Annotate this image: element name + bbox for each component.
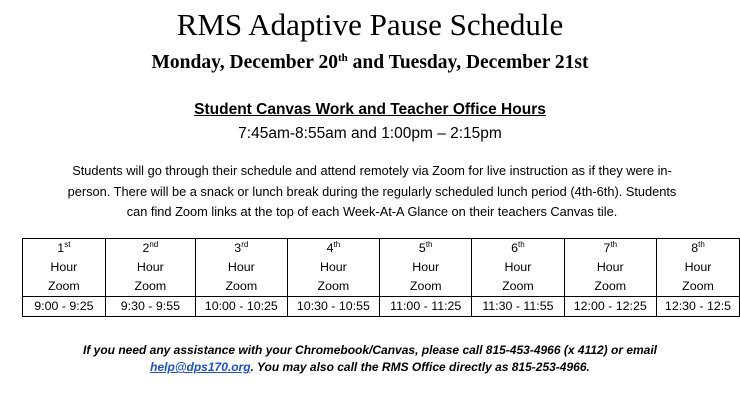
time-cell: 11:00 - 11:25 [380,297,472,317]
footer-line-2 [0,359,740,376]
subtitle-date-part2: and Tuesday, December 21st [347,52,589,73]
instructions-paragraph [16,161,728,223]
table-header-row [23,239,740,297]
section-heading [0,100,740,120]
footer-line-2-text: . You may also call the RMS Office directly as 815-253-4966. [250,360,590,374]
hour-header-cell: 7th Hour Zoom [564,239,656,297]
time-cell: 9:30 - 9:55 [105,297,195,317]
hour-header-cell: 8th Hour Zoom [656,239,739,297]
zoom-schedule-table [22,238,740,317]
hour-header-cell: 2nd Hour Zoom [105,239,195,297]
subtitle-date-part1: Monday, December 20 [151,52,338,73]
paragraph-line: person. There will be a snack or lunch break during the regularly scheduled lunch period (4th-6th). Students [67,183,677,199]
page-title: RMS Adaptive Pause Schedule [176,7,564,42]
subtitle-ordinal-suffix: th [338,52,348,64]
hour-header-cell: 4th Hour Zoom [287,239,379,297]
time-cell: 10:00 - 10:25 [196,297,288,317]
section-heading-text: Student Canvas Work and Teacher Office Hours [194,101,546,118]
help-footer [0,342,740,376]
office-hours-text: 7:45am-8:55am and 1:00pm – 2:15pm [238,125,502,142]
date-subtitle [0,50,740,76]
hour-header-cell: 5th Hour Zoom [380,239,472,297]
time-cell: 10:30 - 10:55 [287,297,379,317]
help-email-link[interactable]: help@dps170.org [150,360,251,374]
hour-header-cell: 3rd Hour Zoom [196,239,288,297]
hour-header-cell: 6th Hour Zoom [472,239,564,297]
hour-header-cell: 1st Hour Zoom [23,239,106,297]
time-cell: 12:00 - 12:25 [564,297,656,317]
paragraph-line: Students will go through their schedule and attend remotely via Zoom for live instruction as if they were in- [72,163,672,178]
footer-line-1: If you need any assistance with your Chromebook/Canvas, please call 815-453-4966 (x 4112) or email [82,343,658,357]
time-cell: 9:00 - 9:25 [23,297,106,317]
time-cell: 11:30 - 11:55 [472,297,564,317]
time-cell: 12:30 - 12:5 [656,297,739,317]
paragraph-line: can find Zoom links at the top of each Week-At-A Glance on their teachers Canvas tile. [126,204,618,219]
table-time-row [23,297,740,317]
